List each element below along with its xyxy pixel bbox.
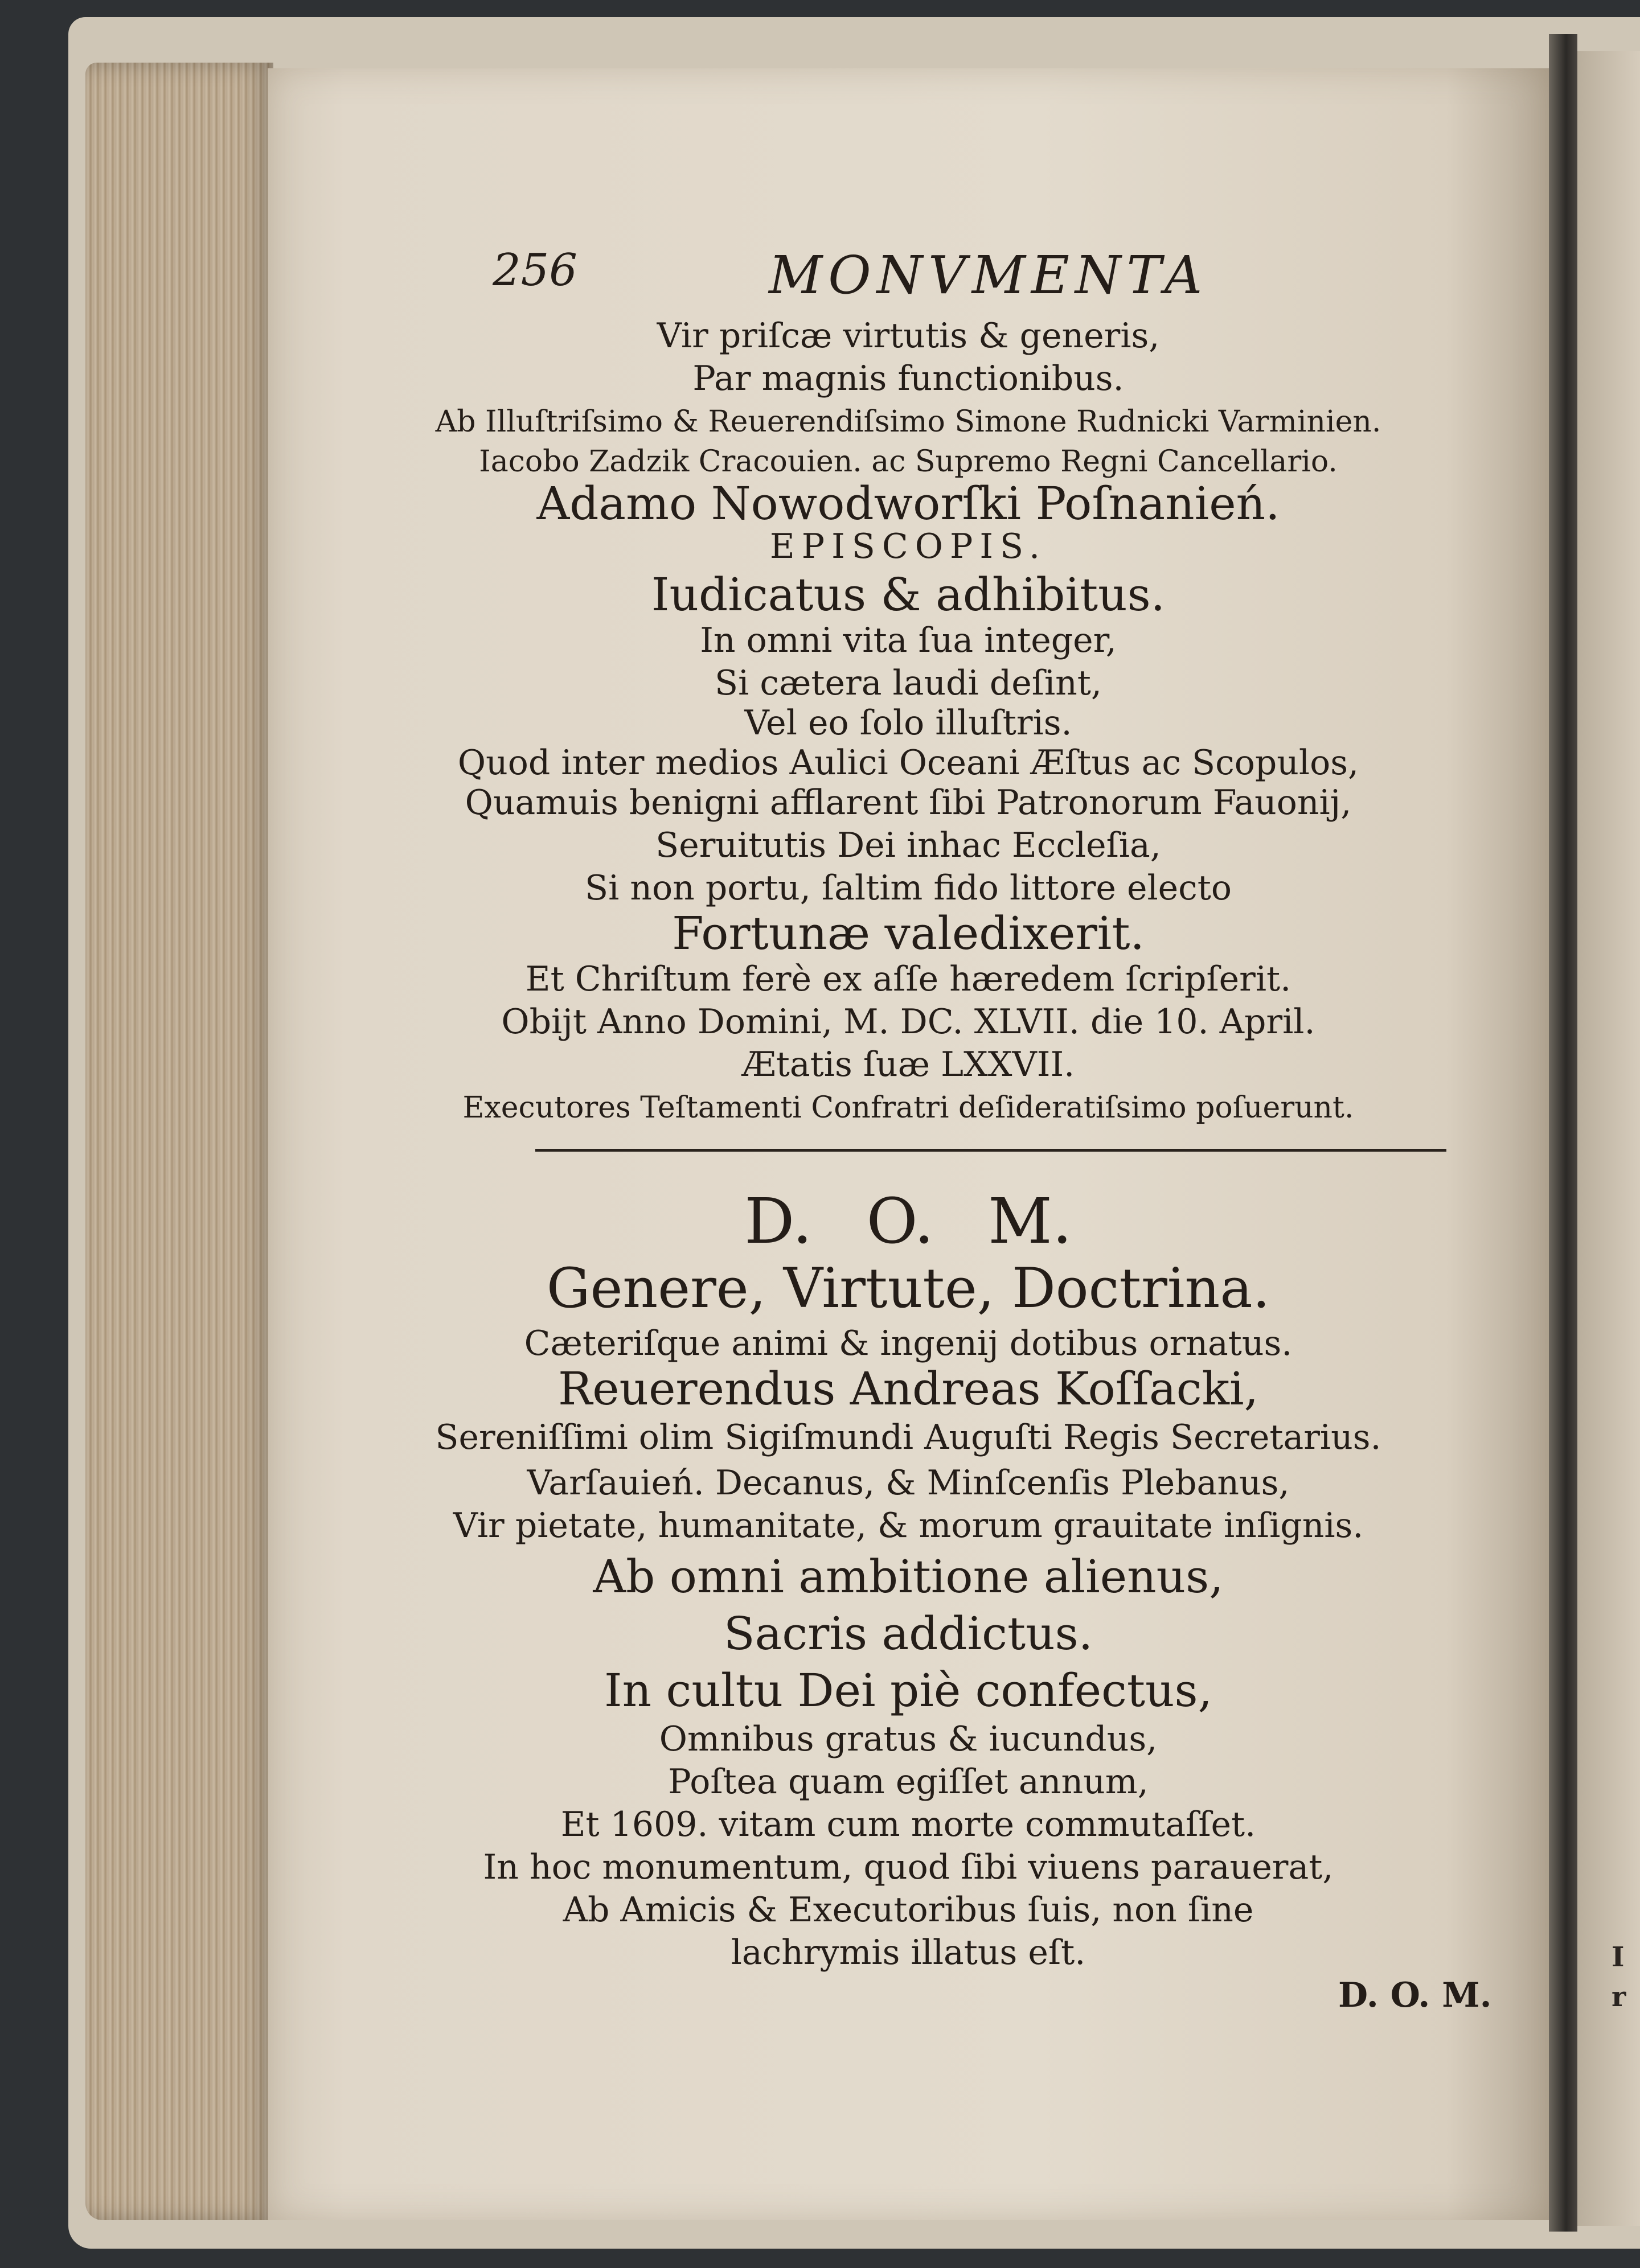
text-line: Reuerendus Andreas Koſſacki, xyxy=(557,1362,1259,1415)
text-line: Vir priſcæ virtutis & generis, xyxy=(657,316,1160,356)
page-number: 256 xyxy=(493,245,577,296)
text-line: In omni vita ſua integer, xyxy=(700,621,1117,660)
facing-page-fragment: r xyxy=(1612,1981,1626,2013)
text-line: Sacris addictus. xyxy=(723,1607,1093,1660)
text-line: Seruitutis Dei inhac Eccleſia, xyxy=(655,825,1161,865)
text-line: Ab Amicis & Executoribus ſuis, non ſine xyxy=(563,1890,1254,1930)
page-edges xyxy=(85,63,273,2220)
text-line: Iudicatus & adhibitus. xyxy=(651,568,1166,621)
horizontal-rule xyxy=(535,1149,1446,1152)
text-line: Poſtea quam egiſſet annum, xyxy=(668,1762,1149,1802)
facing-page-fragment: I xyxy=(1612,1941,1625,1973)
text-line: Cæteriſque animi & ingenij dotibus ornatus. xyxy=(524,1324,1293,1363)
text-line: Ab Illuſtriſsimo & Reuerendiſsimo Simone Rudnicki Varminien. xyxy=(435,405,1381,439)
text-line: Et 1609. vitam cum morte commutaſſet. xyxy=(560,1805,1256,1844)
catchword-dom: D. O. M. xyxy=(1338,1975,1492,2015)
text-line: Executores Teſtamenti Confratri deſideratiſsimo poſuerunt. xyxy=(462,1091,1354,1125)
text-line: Fortunæ valedixerit. xyxy=(672,907,1145,960)
text-line: Et Chriſtum ferè ex aſſe hæredem ſcripſerit. xyxy=(525,959,1292,999)
text-line: Quamuis benigni afflarent ſibi Patronorum Fauonij, xyxy=(465,783,1352,823)
text-line: Omnibus gratus & iucundus, xyxy=(659,1719,1158,1759)
text-line: Vel eo ſolo illuſtris. xyxy=(744,703,1072,743)
text-line: EPISCOPIS. xyxy=(769,527,1047,566)
text-line: D. O. M. xyxy=(744,1185,1072,1258)
text-line: Adamo Nowodworſki Poſnanień. xyxy=(536,477,1280,530)
text-line: Genere, Virtute, Doctrina. xyxy=(546,1256,1270,1320)
text-line: Sereniſſimi olim Sigiſmundi Auguſti Regis Secretarius. xyxy=(435,1418,1381,1457)
book-gutter xyxy=(1549,34,1577,2232)
text-line: In cultu Dei piè confectus, xyxy=(604,1664,1213,1717)
text-line: Ab omni ambitione alienus, xyxy=(593,1550,1224,1603)
running-title: MONVMENTA xyxy=(769,245,1208,306)
text-line: Si cætera laudi deſint, xyxy=(715,663,1102,703)
text-line: Obijt Anno Domini, M. DC. XLVII. die 10. April. xyxy=(501,1002,1315,1042)
text-line: Si non portu, ſaltim fido littore electo xyxy=(584,868,1232,908)
text-line: Quod inter medios Aulici Oceani Æſtus ac Scopulos, xyxy=(457,743,1359,783)
page-header xyxy=(268,245,1549,306)
text-line: Iacobo Zadzik Cracouien. ac Supremo Regni Cancellario. xyxy=(479,445,1338,479)
text-line: Varſauień. Decanus, & Minſcenſis Plebanus, xyxy=(527,1463,1290,1503)
text-line: Ætatis ſuæ LXXVII. xyxy=(741,1045,1075,1084)
text-line: lachrymis illatus eſt. xyxy=(731,1933,1086,1973)
text-line: In hoc monumentum, quod ſibi viuens parauerat, xyxy=(483,1847,1334,1887)
text-line: Par magnis functionibus. xyxy=(692,359,1124,398)
text-line: Vir pietate, humanitate, & morum grauitate inſignis. xyxy=(453,1506,1364,1546)
facing-page xyxy=(1577,51,1640,2226)
